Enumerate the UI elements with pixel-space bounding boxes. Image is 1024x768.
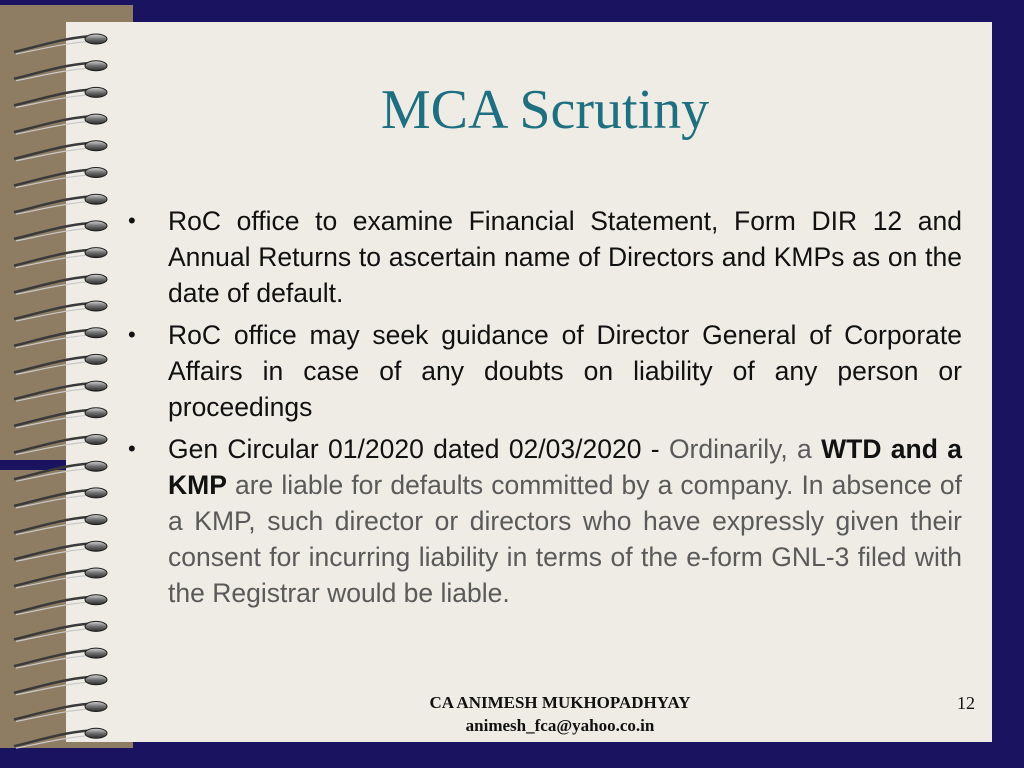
binding-ring <box>85 274 107 284</box>
bullet-text: RoC office to examine Financial Statement, Form DIR 12 and Annual Returns to ascertain name of Directors and KMPs as on the date of default. <box>168 206 962 308</box>
binding-ring <box>85 408 107 418</box>
circular-quote-bold: WTD and a KMP <box>168 434 962 500</box>
bullet-text: RoC office may seek guidance of Director General of Corporate Affairs in case of any doubts on liability of any person or proceedings <box>168 320 962 422</box>
footer-author: CA ANIMESH MUKHOPADHYAY <box>429 693 691 712</box>
binding-ring <box>85 568 107 578</box>
binding-ring <box>85 728 107 738</box>
bullet-marker: • <box>128 208 136 233</box>
binding-ring <box>85 648 107 658</box>
binding-ring <box>85 34 107 44</box>
bullet-list <box>128 203 962 611</box>
binding-ring <box>85 381 107 391</box>
binding-ring <box>85 221 107 231</box>
binding-ring <box>85 435 107 445</box>
binding-ring <box>85 675 107 685</box>
binding-ring <box>85 621 107 631</box>
binding-ring <box>85 248 107 258</box>
binding-ring <box>85 141 107 151</box>
bullet-marker: • <box>128 436 136 461</box>
binding-ring <box>85 541 107 551</box>
bullet-item <box>128 431 962 611</box>
binding-ring <box>85 194 107 204</box>
bullet-marker: • <box>128 322 136 347</box>
bullet-item <box>128 317 962 425</box>
circular-quote-start: Ordinarily, a <box>668 434 822 464</box>
slide-title: MCA Scrutiny <box>380 79 710 141</box>
binding-ring <box>85 328 107 338</box>
binding-ring <box>85 354 107 364</box>
binding-ring <box>85 595 107 605</box>
binding-ring <box>85 61 107 71</box>
binding-ring <box>85 488 107 498</box>
binding-ring <box>85 168 107 178</box>
circular-reference: Gen Circular 01/2020 dated 02/03/2020 - <box>168 434 669 464</box>
footer-email: animesh_fca@yahoo.co.in <box>465 716 655 735</box>
binding-ring <box>85 301 107 311</box>
binding-ring <box>85 515 107 525</box>
circular-quote-end: are liable for defaults committed by a company. In absence of a KMP, such director or directors who have expressly given their consent for incurring liability in terms of the e-form GNL-3 filed with the Registrar would be liable. <box>168 470 962 608</box>
page-number: 12 <box>957 693 975 713</box>
binding-ring <box>85 461 107 471</box>
binding-ring <box>85 702 107 712</box>
bullet-item <box>128 203 962 311</box>
